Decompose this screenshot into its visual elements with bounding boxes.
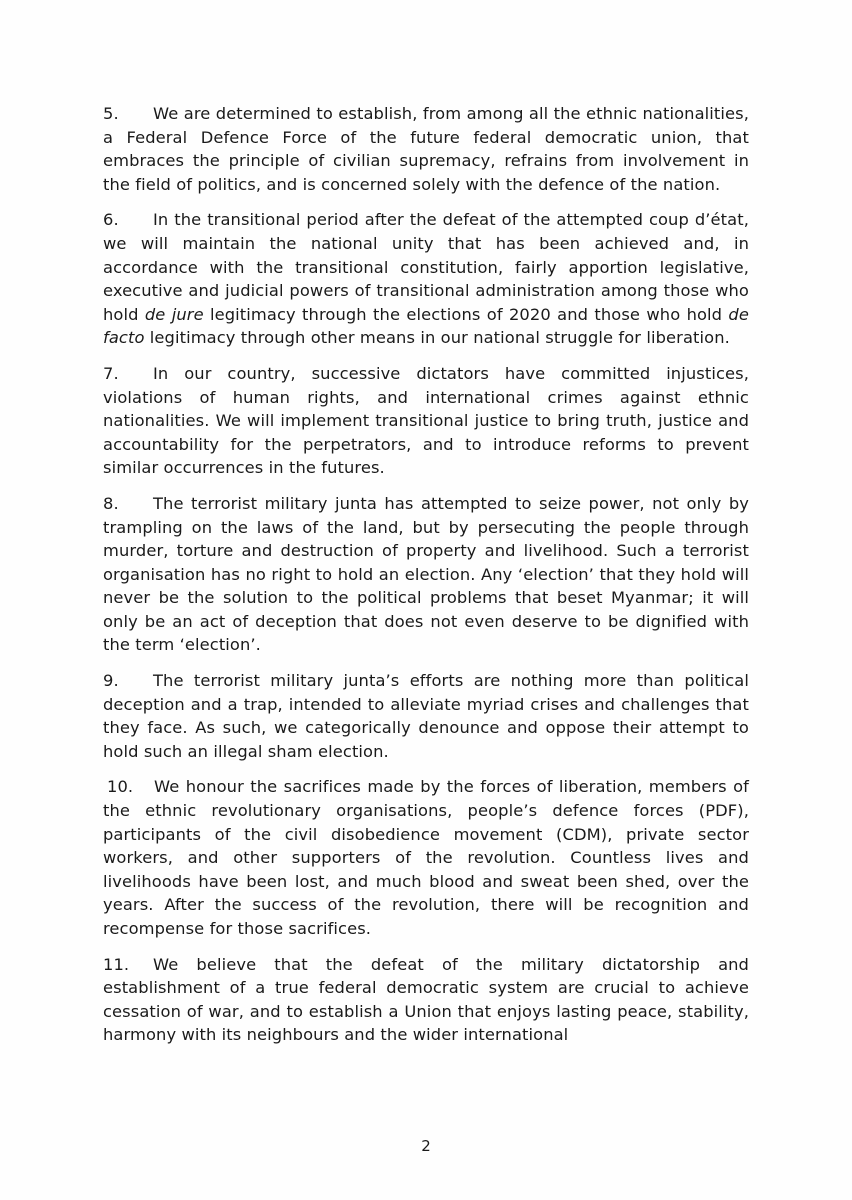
paragraph-number: 9. bbox=[103, 671, 119, 691]
paragraph-text: The terrorist military junta has attempted to seize power, not only by trampling on the laws of the land, but by persecuting the people through murder, torture and destruction of property and livelihood. Such a terrorist organisation has no right to hold an election. Any ‘election’ that they hold will never be the solution to the political problems that beset Myanmar; it will only be an act of deception that does not even deserve to be dignified with the term ‘election’. bbox=[103, 493, 749, 655]
paragraph-9 bbox=[103, 669, 749, 763]
paragraph-7 bbox=[103, 362, 749, 480]
paragraph-10 bbox=[103, 775, 749, 940]
paragraph-text: legitimacy through the elections of 2020 and those who hold bbox=[203, 304, 729, 324]
paragraph-text: The terrorist military junta’s efforts are nothing more than political deception and a trap, intended to alleviate myriad crises and challenges that they face. As such, we categorically denounce and oppose their attempt to hold such an illegal sham election. bbox=[103, 671, 749, 761]
paragraph-number: 11. bbox=[103, 954, 130, 974]
paragraph-text: In our country, successive dictators have committed injustices, violations of human rights, and international crimes against ethnic nationalities. We will implement transitional justice to bring truth, justice and accountability for the perpetrators, and to introduce reforms to prevent similar occurrences in the futures. bbox=[103, 363, 749, 478]
paragraph-11 bbox=[103, 953, 749, 1047]
paragraph-8 bbox=[103, 492, 749, 657]
italic-term-de-facto: de facto bbox=[103, 304, 749, 348]
paragraph-text: In the transitional period after the defeat of the attempted coup d’état, we will maintain the national unity that has been achieved and, in accordance with the transitional constitution, fairly apportion legislative, executive and judicial powers of transitional administration among those who hold bbox=[103, 210, 749, 324]
italic-term-de-jure: de jure bbox=[144, 304, 204, 324]
paragraph-number: 5. bbox=[103, 104, 119, 123]
paragraph-text: We honour the sacrifices made by the forces of liberation, members of the ethnic revolutionary organisations, people’s defence forces (PDF), participants of the civil disobedience movement (CDM), private sector workers, and other supporters of the revolution. Countless lives and livelihoods have been lost, and much blood and sweat been shed, over the years. After the success of the revolution, there will be recognition and recompense for those sacrifices. bbox=[103, 777, 749, 938]
document-body bbox=[103, 102, 749, 1059]
page-number: 2 bbox=[421, 1137, 431, 1155]
paragraph-text: We believe that the defeat of the military dictatorship and establishment of a true federal democratic system are crucial to achieve cessation of war, and to establish a Union that enjoys lasting peace, stability, harmony with its neighbours and the wider international bbox=[103, 954, 749, 1045]
paragraph-number: 10. bbox=[107, 777, 134, 797]
paragraph-number: 6. bbox=[103, 210, 119, 230]
paragraph-number: 8. bbox=[103, 493, 119, 513]
paragraph-number: 7. bbox=[103, 363, 119, 383]
paragraph-6 bbox=[103, 208, 749, 350]
paragraph-text: legitimacy through other means in our national struggle for liberation. bbox=[144, 328, 730, 348]
paragraph-5 bbox=[103, 102, 749, 196]
paragraph-text: We are determined to establish, from among all the ethnic nationalities, a Federal Defence Force of the future federal democratic union, that embraces the principle of civilian supremacy, refrains from involvement in the field of politics, and is concerned solely with the defence of the nation. bbox=[103, 104, 749, 194]
